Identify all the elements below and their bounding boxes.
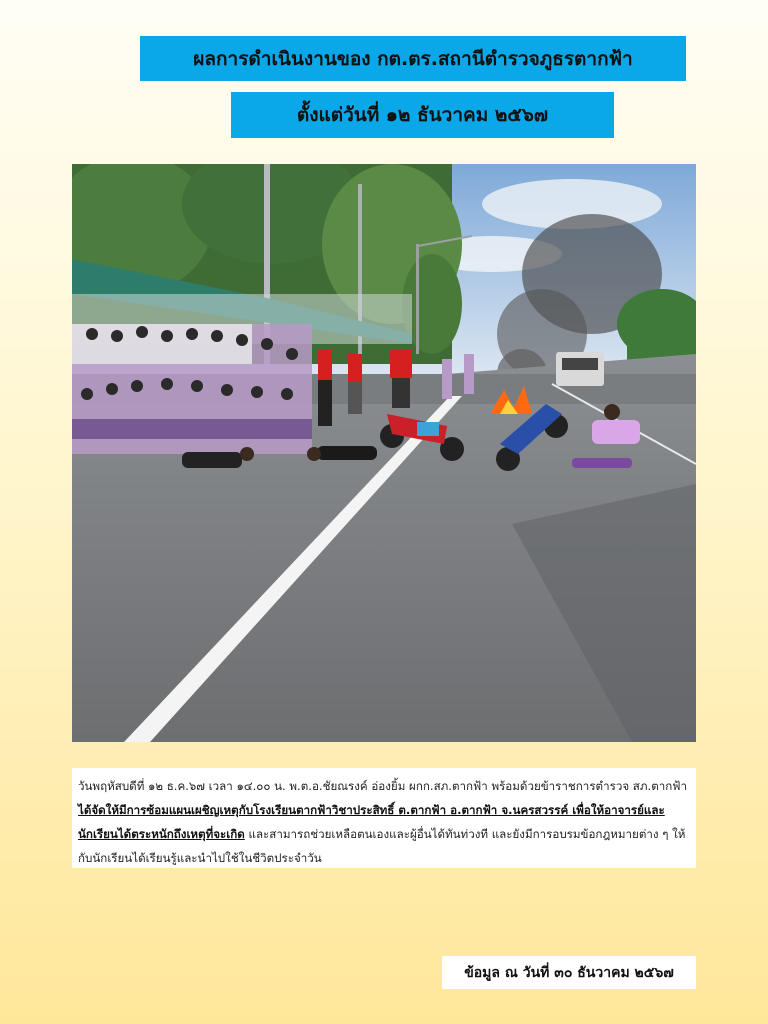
caption-box xyxy=(72,768,696,868)
drill-photo xyxy=(72,164,696,742)
page-subtitle: ตั้งแต่วันที่ ๑๒ ธันวาคม ๒๕๖๗ xyxy=(296,104,549,126)
photo-image-icon xyxy=(72,164,696,742)
caption-highlight: ได้จัดให้มีการซ้อมแผนเผชิญเหตุกับโรงเรียนตากฟ้าวิชาประสิทธิ์ ต.ตากฟ้า อ.ตากฟ้า จ.นครสวรรค์ เพื่อให้อาจารย์และนักเรียนได้ตระหนักถึงเหตุที่จะเกิด xyxy=(78,803,665,841)
caption-text: วันพฤหัสบดีที่ ๑๒ ธ.ค.๖๗ เวลา ๑๔.๐๐ น. พ.ต.อ.ชัยณรงค์ อ่องยิ้ม ผกก.สภ.ตากฟ้า พร้อมด้วยข้าราชการตำรวจ สภ.ตากฟ้า xyxy=(78,779,687,793)
page-title: ผลการดำเนินงานของ กต.ตร.สถานีตำรวจภูธรตากฟ้า xyxy=(193,47,633,70)
caption-text-end: และสามารถช่วยเหลือตนเองและผู้อื่นได้ทันท่วงที และยังมีการอบรมข้อกฎหมายต่าง ๆ ให้กับนักเรียนได้เรียนรู้และนำไปใช้ในชีวิตประจำวัน xyxy=(78,827,686,865)
date-footer xyxy=(442,956,696,989)
subtitle-banner xyxy=(231,92,614,138)
title-banner xyxy=(140,36,686,81)
data-date: ข้อมูล ณ วันที่ ๓๐ ธันวาคม ๒๕๖๗ xyxy=(464,964,674,981)
